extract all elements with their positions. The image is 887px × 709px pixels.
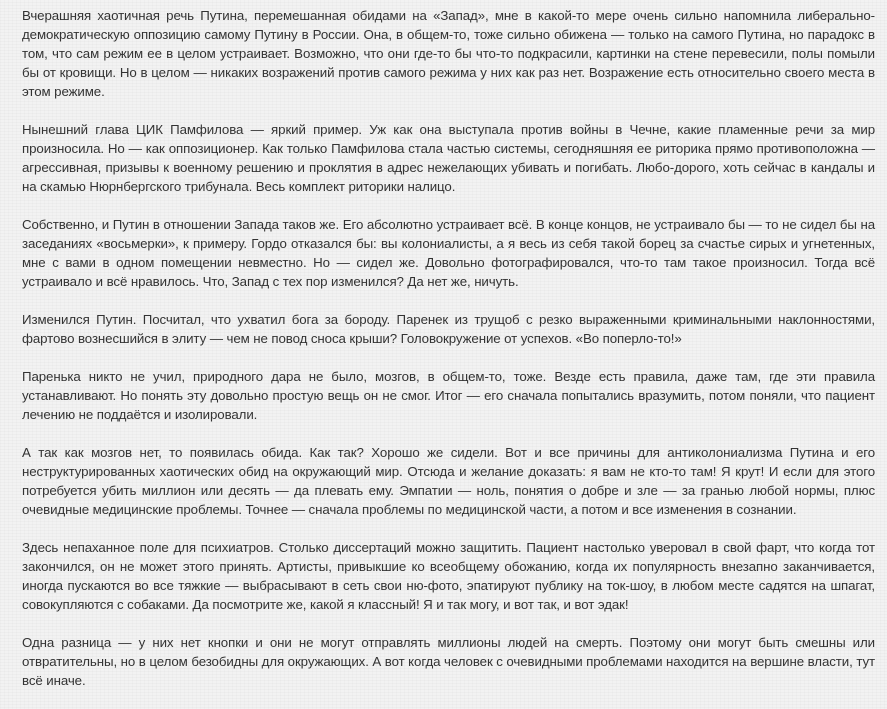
article-paragraph-7: Здесь непаханное поле для психиатров. Столько диссертаций можно защитить. Пациент настолько уверовал в свой фарт, что когда тот закончился, он не может этого принять. Артисты, привыкшие ко всеобщему обожанию, когда их популярность внезапно заканчивается, иногда пускаются во все тяжкие — выбрасывают в сеть свои ню-фото, эпатируют публику на ток-шоу, в любом месте садятся на шпагат, совокупляются с собаками. Да посмотрите же, какой я классный! Я и так могу, и вот так, и вот эдак! — [22, 540, 875, 612]
article-paragraph-8: Одна разница — у них нет кнопки и они не могут отправлять миллионы людей на смерть. Поэтому они могут быть смешны или отвратительны, но в целом безобидны для окружающих. А вот когда человек с очевидными проблемами находится на вершине власти, тут всё иначе. — [22, 635, 875, 688]
article-paragraph-1: Вчерашняя хаотичная речь Путина, перемешанная обидами на «Запад», мне в какой-то мере очень сильно напомнила либерально-демократическую оппозицию самому Путину в России. Она, в общем-то, тоже сильно обижена — только на самого Путина, но парадокс в том, что сам режим ее в целом устраивает. Возможно, что они где-то бы что-то подкрасили, картинки на стене перевесили, полы помыли бы от кровищи. Но в целом — никаких возражений против самого режима у них как раз нет. Возражение есть относительно своего места в этом режиме. — [22, 8, 875, 99]
article-paragraph-4: Изменился Путин. Посчитал, что ухватил бога за бороду. Паренек из трущоб с резко выраженными криминальными наклонностями, фартово вознесшийся в элиту — чем не повод сноса крыши? Головокружение от успехов. «Во поперло-то!» — [22, 312, 875, 346]
article-paragraph-5: Паренька никто не учил, природного дара не было, мозгов, в общем-то, тоже. Везде есть правила, даже там, где эти правила устанавливают. Но понять эту довольно простую вещь он не смог. Итог — его сначала попытались вразумить, потом поняли, что пациент лечению не поддаётся и изолировали. — [22, 369, 875, 422]
article-paragraph-3: Собственно, и Путин в отношении Запада таков же. Его абсолютно устраивает всё. В конце концов, не устраивало бы — то не сидел бы на заседаниях «восьмерки», к примеру. Гордо отказался бы: вы колониалисты, а я весь из себя такой борец за счастье сирых и угнетенных, мне с вами в одном помещении невместно. Но — сидел же. Довольно фотографировался, что-то там такое произносил. Тогда всё устраивало и всё нравилось. Что, Запад с тех пор изменился? Да нет же, ничуть. — [22, 217, 875, 289]
article-paragraph-6: А так как мозгов нет, то появилась обида. Как так? Хорошо же сидели. Вот и все причины для антиколониализма Путина и его неструктурированных хаотических обид на окружающий мир. Отсюда и желание доказать: я вам не кто-то там! Я крут! И если для этого потребуется убить миллион или десять — да плевать ему. Эмпатии — ноль, понятия о добре и зле — за гранью любой нормы, плюс очевидные медицинские проблемы. Точнее — сначала проблемы по медицинской части, а потом и все изменения в сознании. — [22, 445, 875, 517]
article-paragraph-2: Нынешний глава ЦИК Памфилова — яркий пример. Уж как она выступала против войны в Чечне, какие пламенные речи за мир произносила. Но — как оппозиционер. Как только Памфилова стала частью системы, сегодняшняя ее риторика прямо противоположна — агрессивная, призывы к военному решению и проклятия в адрес нежелающих убивать и погибать. Любо-дорого, хоть сейчас в кандалы и на скамью Нюрнбергского трибунала. Весь комплект риторики налицо. — [22, 122, 875, 194]
article-body — [22, 6, 875, 709]
